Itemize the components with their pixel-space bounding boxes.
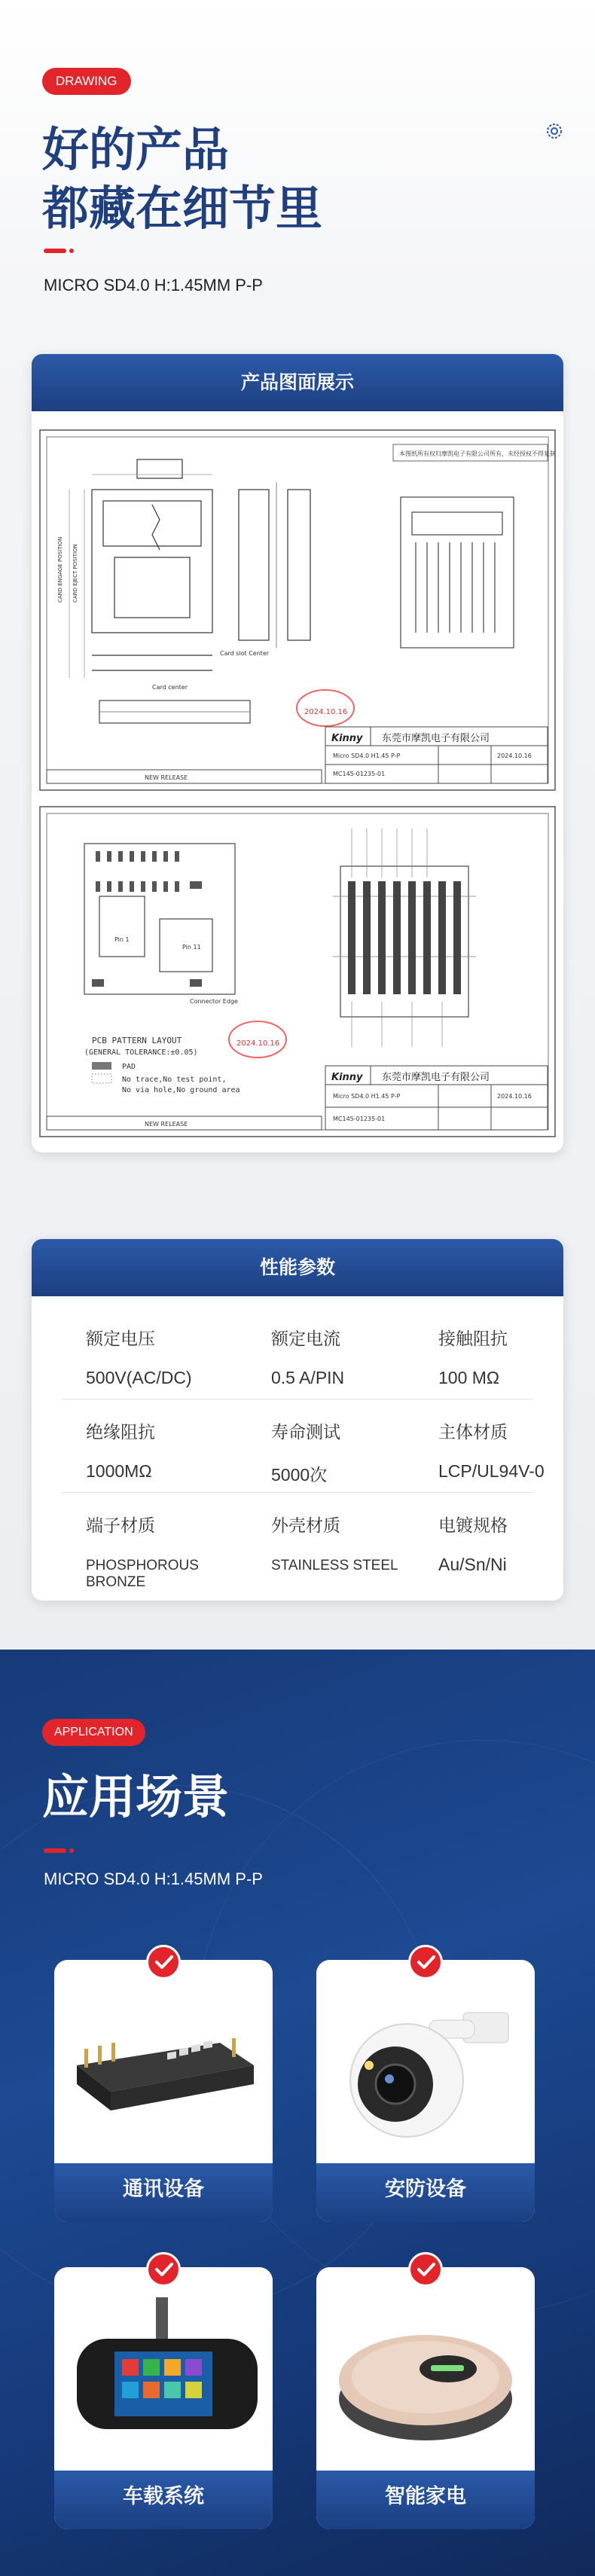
- svg-text:2024.10.16: 2024.10.16: [304, 708, 348, 716]
- pcb-tolerance: (GENERAL TOLERANCE:±0.05): [84, 1048, 198, 1057]
- app-card-communication[interactable]: [54, 1960, 273, 2222]
- gear-icon: [544, 121, 565, 142]
- pad-swatch: [92, 1062, 111, 1070]
- spec-label: 主体材质: [438, 1423, 508, 1442]
- technical-drawing-2: [39, 806, 556, 1137]
- callout-card-center: Card center: [152, 684, 188, 691]
- accent-dash-2: [44, 1848, 74, 1853]
- pad-label: PAD: [122, 1063, 136, 1071]
- app-label: 车载系统: [54, 2471, 273, 2529]
- spec-value: PHOSPHOROUS BRONZE: [86, 1558, 199, 1590]
- drawing2-part-no: MC145-01235-01: [333, 1116, 386, 1122]
- check-icon: [408, 2252, 443, 2287]
- headline-line-1: 好的产品: [42, 122, 230, 177]
- drawing2-model: Micro SD4.0 H1.45 P-P: [333, 1093, 401, 1100]
- no-via-note: No via hole,No ground area: [122, 1086, 240, 1094]
- spec-value: STAINLESS STEEL: [271, 1558, 398, 1573]
- pcb-layout-title: PCB PATTERN LAYOUT: [92, 1036, 182, 1045]
- drawing1-note: 本图纸所有权归摩凯电子有限公司所有，未经授权不得复制: [399, 450, 556, 457]
- drawing1-company: 东莞市摩凯电子有限公司: [382, 733, 490, 744]
- headline-line-2: 都藏在细节里: [42, 181, 323, 236]
- no-trace-note: No trace,No test point,: [122, 1076, 227, 1084]
- app-label: 安防设备: [316, 2163, 535, 2222]
- drawing1-model: Micro SD4.0 H1.45 P-P: [333, 752, 401, 759]
- spec-label: 额定电压: [86, 1329, 155, 1349]
- spec-item: [438, 1512, 563, 1575]
- app-card-automotive[interactable]: [54, 2267, 273, 2529]
- spec-label: 外壳材质: [271, 1516, 340, 1536]
- specs-card-title: 性能参数: [32, 1239, 563, 1296]
- svg-text:CARD ENGAGE POSITION: CARD ENGAGE POSITION: [57, 536, 63, 603]
- technical-drawing-1: [39, 429, 556, 791]
- spec-value: 1000MΩ: [86, 1461, 152, 1481]
- spec-item: [86, 1418, 259, 1482]
- check-icon: [408, 1945, 443, 1979]
- callout-pin-1: Pin 1: [114, 936, 130, 943]
- drawing-card-title: 产品图面展示: [32, 354, 563, 411]
- drawing-headline: [42, 121, 322, 238]
- drawing2-logo: Kinny: [331, 1072, 363, 1083]
- spec-label: 端子材质: [86, 1516, 155, 1536]
- spec-value: Au/Sn/Ni: [438, 1555, 507, 1574]
- app-card-security[interactable]: [316, 1960, 535, 2222]
- drawing-badge: DRAWING: [42, 68, 131, 95]
- spec-label: 额定电流: [271, 1329, 340, 1349]
- robot-vacuum-icon: [316, 2267, 535, 2471]
- spec-label: 寿命测试: [271, 1423, 340, 1442]
- spec-item: [271, 1418, 444, 1486]
- spec-value: 0.5 A/PIN: [271, 1368, 345, 1387]
- spec-value: 500V(AC/DC): [86, 1368, 192, 1387]
- callout-connector-edge: Connector Edge: [190, 998, 238, 1005]
- drawing1-part-no: MC145-01235-01: [333, 771, 386, 777]
- car-mirror-icon: [54, 2267, 273, 2471]
- drawing1-date: 2024.10.16: [497, 752, 532, 759]
- application-badge: APPLICATION: [42, 1719, 145, 1746]
- app-label: 通讯设备: [54, 2163, 273, 2222]
- spec-item: [271, 1325, 444, 1388]
- application-subtitle: MICRO SD4.0 H:1.45MM P-P: [44, 1869, 263, 1888]
- spec-item: [438, 1325, 563, 1388]
- svg-text:CARD EJECT POSITION: CARD EJECT POSITION: [72, 544, 78, 603]
- drawing-card: [32, 354, 563, 1152]
- application-title: 应用场景: [42, 1769, 230, 1824]
- specs-card: [32, 1239, 563, 1601]
- drawing1-logo: Kinny: [331, 733, 363, 744]
- svg-text:2024.10.16: 2024.10.16: [236, 1039, 280, 1048]
- spec-item: [86, 1325, 259, 1388]
- app-card-smart-home[interactable]: [316, 2267, 535, 2529]
- spec-value: 5000次: [271, 1465, 328, 1485]
- callout-card-slot-center: Card slot Center: [220, 650, 270, 657]
- drawing2-date: 2024.10.16: [497, 1093, 532, 1100]
- drawing1-release: NEW RELEASE: [145, 774, 188, 781]
- drawing2-release: NEW RELEASE: [145, 1121, 188, 1128]
- check-icon: [146, 1945, 181, 1979]
- check-icon: [146, 2252, 181, 2287]
- spec-value: 100 MΩ: [438, 1368, 500, 1387]
- spec-item: [271, 1512, 444, 1574]
- security-camera-icon: [316, 1960, 535, 2163]
- spec-label: 电镀规格: [438, 1516, 508, 1536]
- spec-divider: [62, 1492, 533, 1493]
- application-section: [0, 1650, 595, 2576]
- spec-item: [438, 1418, 563, 1482]
- callout-pin-11: Pin 11: [182, 944, 201, 951]
- product-subtitle: MICRO SD4.0 H:1.45MM P-P: [44, 276, 263, 295]
- spec-value: LCP/UL94V-0: [438, 1461, 545, 1481]
- spec-item: [86, 1512, 259, 1591]
- spec-label: 绝缘阻抗: [86, 1423, 155, 1442]
- spec-label: 接触阻抗: [438, 1329, 508, 1349]
- app-label: 智能家电: [316, 2471, 535, 2529]
- network-switch-icon: [54, 1960, 273, 2163]
- accent-dash: [44, 249, 74, 253]
- drawing2-company: 东莞市摩凯电子有限公司: [382, 1072, 490, 1083]
